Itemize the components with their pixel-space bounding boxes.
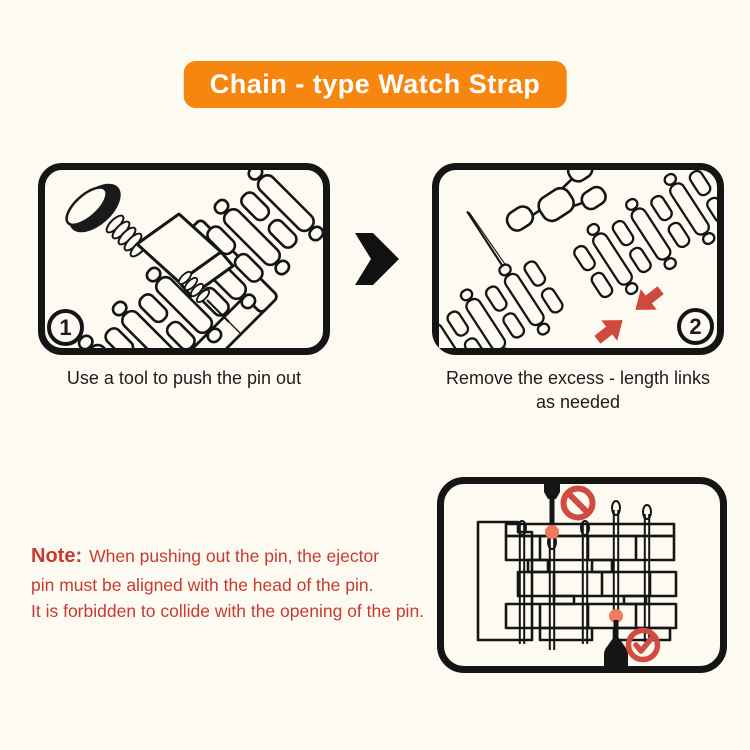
pin-removal-tool-illustration [45,170,323,348]
pin-alignment-diagram [444,484,720,666]
title-banner [184,61,567,108]
note-label: Note: [31,545,83,567]
step-1-number: 1 [59,314,72,340]
step-2-badge [677,308,714,345]
contact-dot-top [545,525,559,539]
step-2-number: 2 [689,313,702,339]
step-2-caption: Remove the excess - length links as needed [445,368,711,413]
chevron-right-icon [353,231,401,287]
prohibition-icon [564,489,593,518]
title-text: Chain - type Watch Strap [209,69,541,99]
note-text: Note: When pushing out the pin, the ejector pin must be aligned with the head of the pin. It is forbidden to collide with the opening of the pin. [31,545,425,622]
check-icon [629,631,658,660]
step-1-panel [38,163,330,355]
link-removal-illustration [439,170,717,348]
step-1-caption: Use a tool to push the pin out [66,368,302,388]
top-ejector-tool [544,484,560,539]
step-1-badge [47,309,84,346]
pin-alignment-panel [437,477,727,673]
bottom-ejector-tool [604,609,628,666]
step-2-panel [432,163,724,355]
